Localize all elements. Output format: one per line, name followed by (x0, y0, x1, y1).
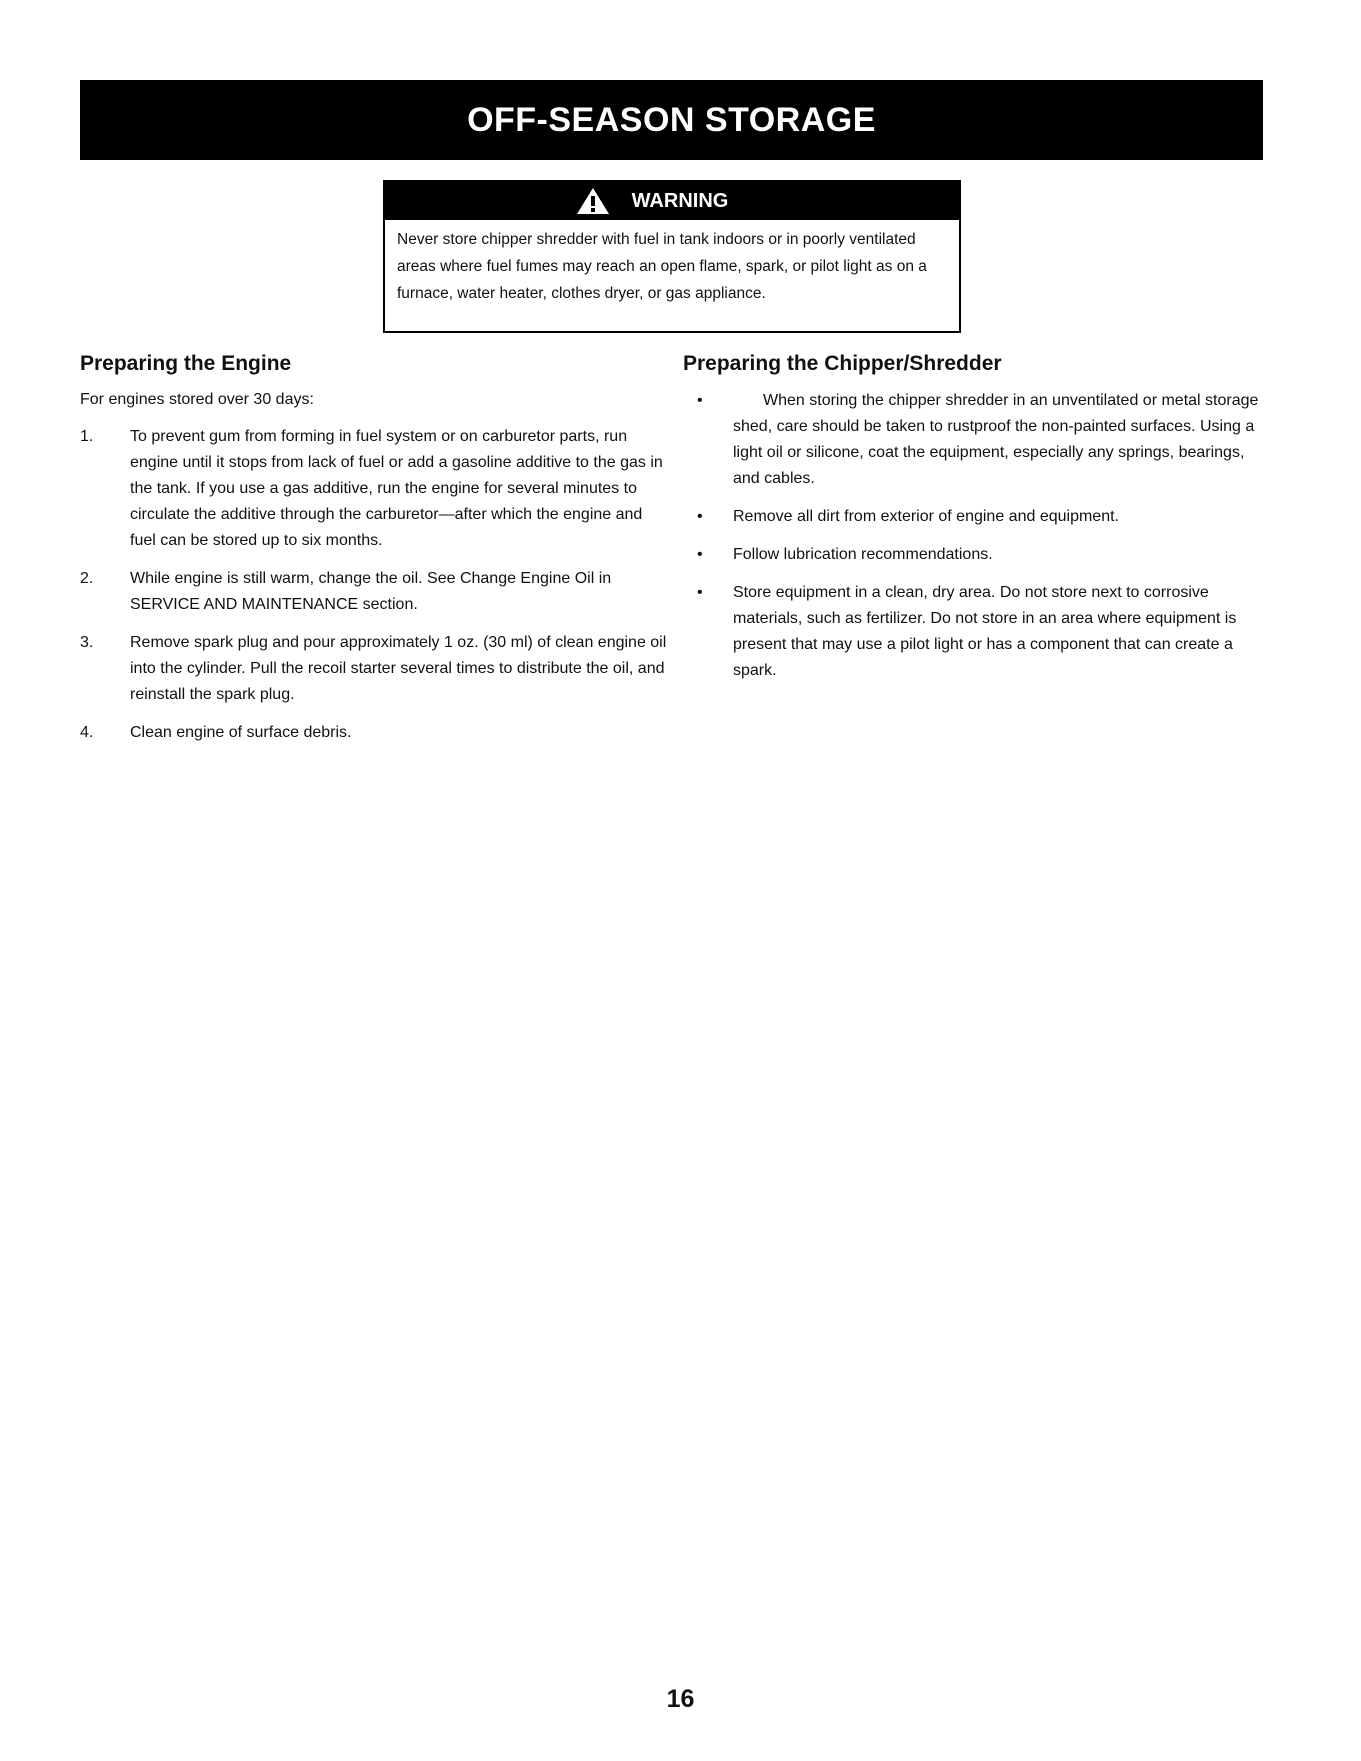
chipper-item-text: Store equipment in a clean, dry area. Do not store next to corrosive materials, such as fertilizer. Do not store in an area where equipment is present that may use a pilot light or has a component that can create a spark. (733, 584, 1237, 679)
engine-intro: For engines stored over 30 days: (80, 391, 314, 408)
bullet: • (697, 546, 703, 563)
engine-step (80, 566, 670, 618)
step-number: 2. (80, 570, 94, 587)
chipper-item (683, 542, 1263, 568)
chipper-item (683, 504, 1263, 530)
step-text: To prevent gum from forming in fuel system or on carburetor parts, run engine until it stops from lack of fuel or add a gasoline additive to the gas in the tank. If you use a gas additive, run the engine for several minutes to circulate the additive through the carburetor—after which the engine and fuel can be stored up to six months. (130, 428, 663, 549)
chipper-section-title: Preparing the Chipper/Shredder (683, 352, 1002, 375)
chipper-item-text: When storing the chipper shredder in an unventilated or metal storage shed, care should be taken to rustproof the non-painted surfaces. Using a light oil or silicone, coat the equipment, especially any springs, bearings, and cables. (733, 392, 1259, 487)
step-number: 4. (80, 724, 94, 741)
step-text: Clean engine of surface debris. (130, 724, 352, 741)
title-bar (80, 80, 1263, 160)
warning-box (383, 180, 961, 333)
page-title: OFF-SEASON STORAGE (467, 100, 876, 139)
engine-step (80, 720, 670, 746)
engine-step (80, 424, 670, 554)
step-number: 1. (80, 428, 94, 445)
page-number: 16 (666, 1685, 695, 1713)
warning-text: Never store chipper shredder with fuel in tank indoors or in poorly ventilated areas where fuel fumes may reach an open flame, spark, or pilot light as on a furnace, water heater, clothes dryer, or gas appliance. (397, 231, 927, 302)
bullet: • (697, 508, 703, 525)
engine-section (80, 352, 670, 758)
warning-label: WARNING (631, 189, 729, 212)
engine-section-title: Preparing the Engine (80, 352, 292, 375)
bullet: • (697, 392, 703, 409)
warning-triangle-icon (576, 187, 610, 215)
chipper-item (683, 388, 1263, 492)
engine-step (80, 630, 670, 708)
step-text: While engine is still warm, change the oil. See Change Engine Oil in SERVICE AND MAINTENANCE section. (130, 570, 612, 613)
step-text: Remove spark plug and pour approximately 1 oz. (30 ml) of clean engine oil into the cylinder. Pull the recoil starter several times to distribute the oil, and reinstall the spark plug. (130, 634, 667, 703)
step-number: 3. (80, 634, 94, 651)
chipper-item (683, 580, 1263, 684)
chipper-item-text: Follow lubrication recommendations. (733, 546, 993, 563)
chipper-item-text: Remove all dirt from exterior of engine and equipment. (733, 508, 1119, 525)
warning-header (385, 182, 959, 220)
bullet: • (697, 584, 703, 601)
chipper-section (683, 352, 1263, 696)
